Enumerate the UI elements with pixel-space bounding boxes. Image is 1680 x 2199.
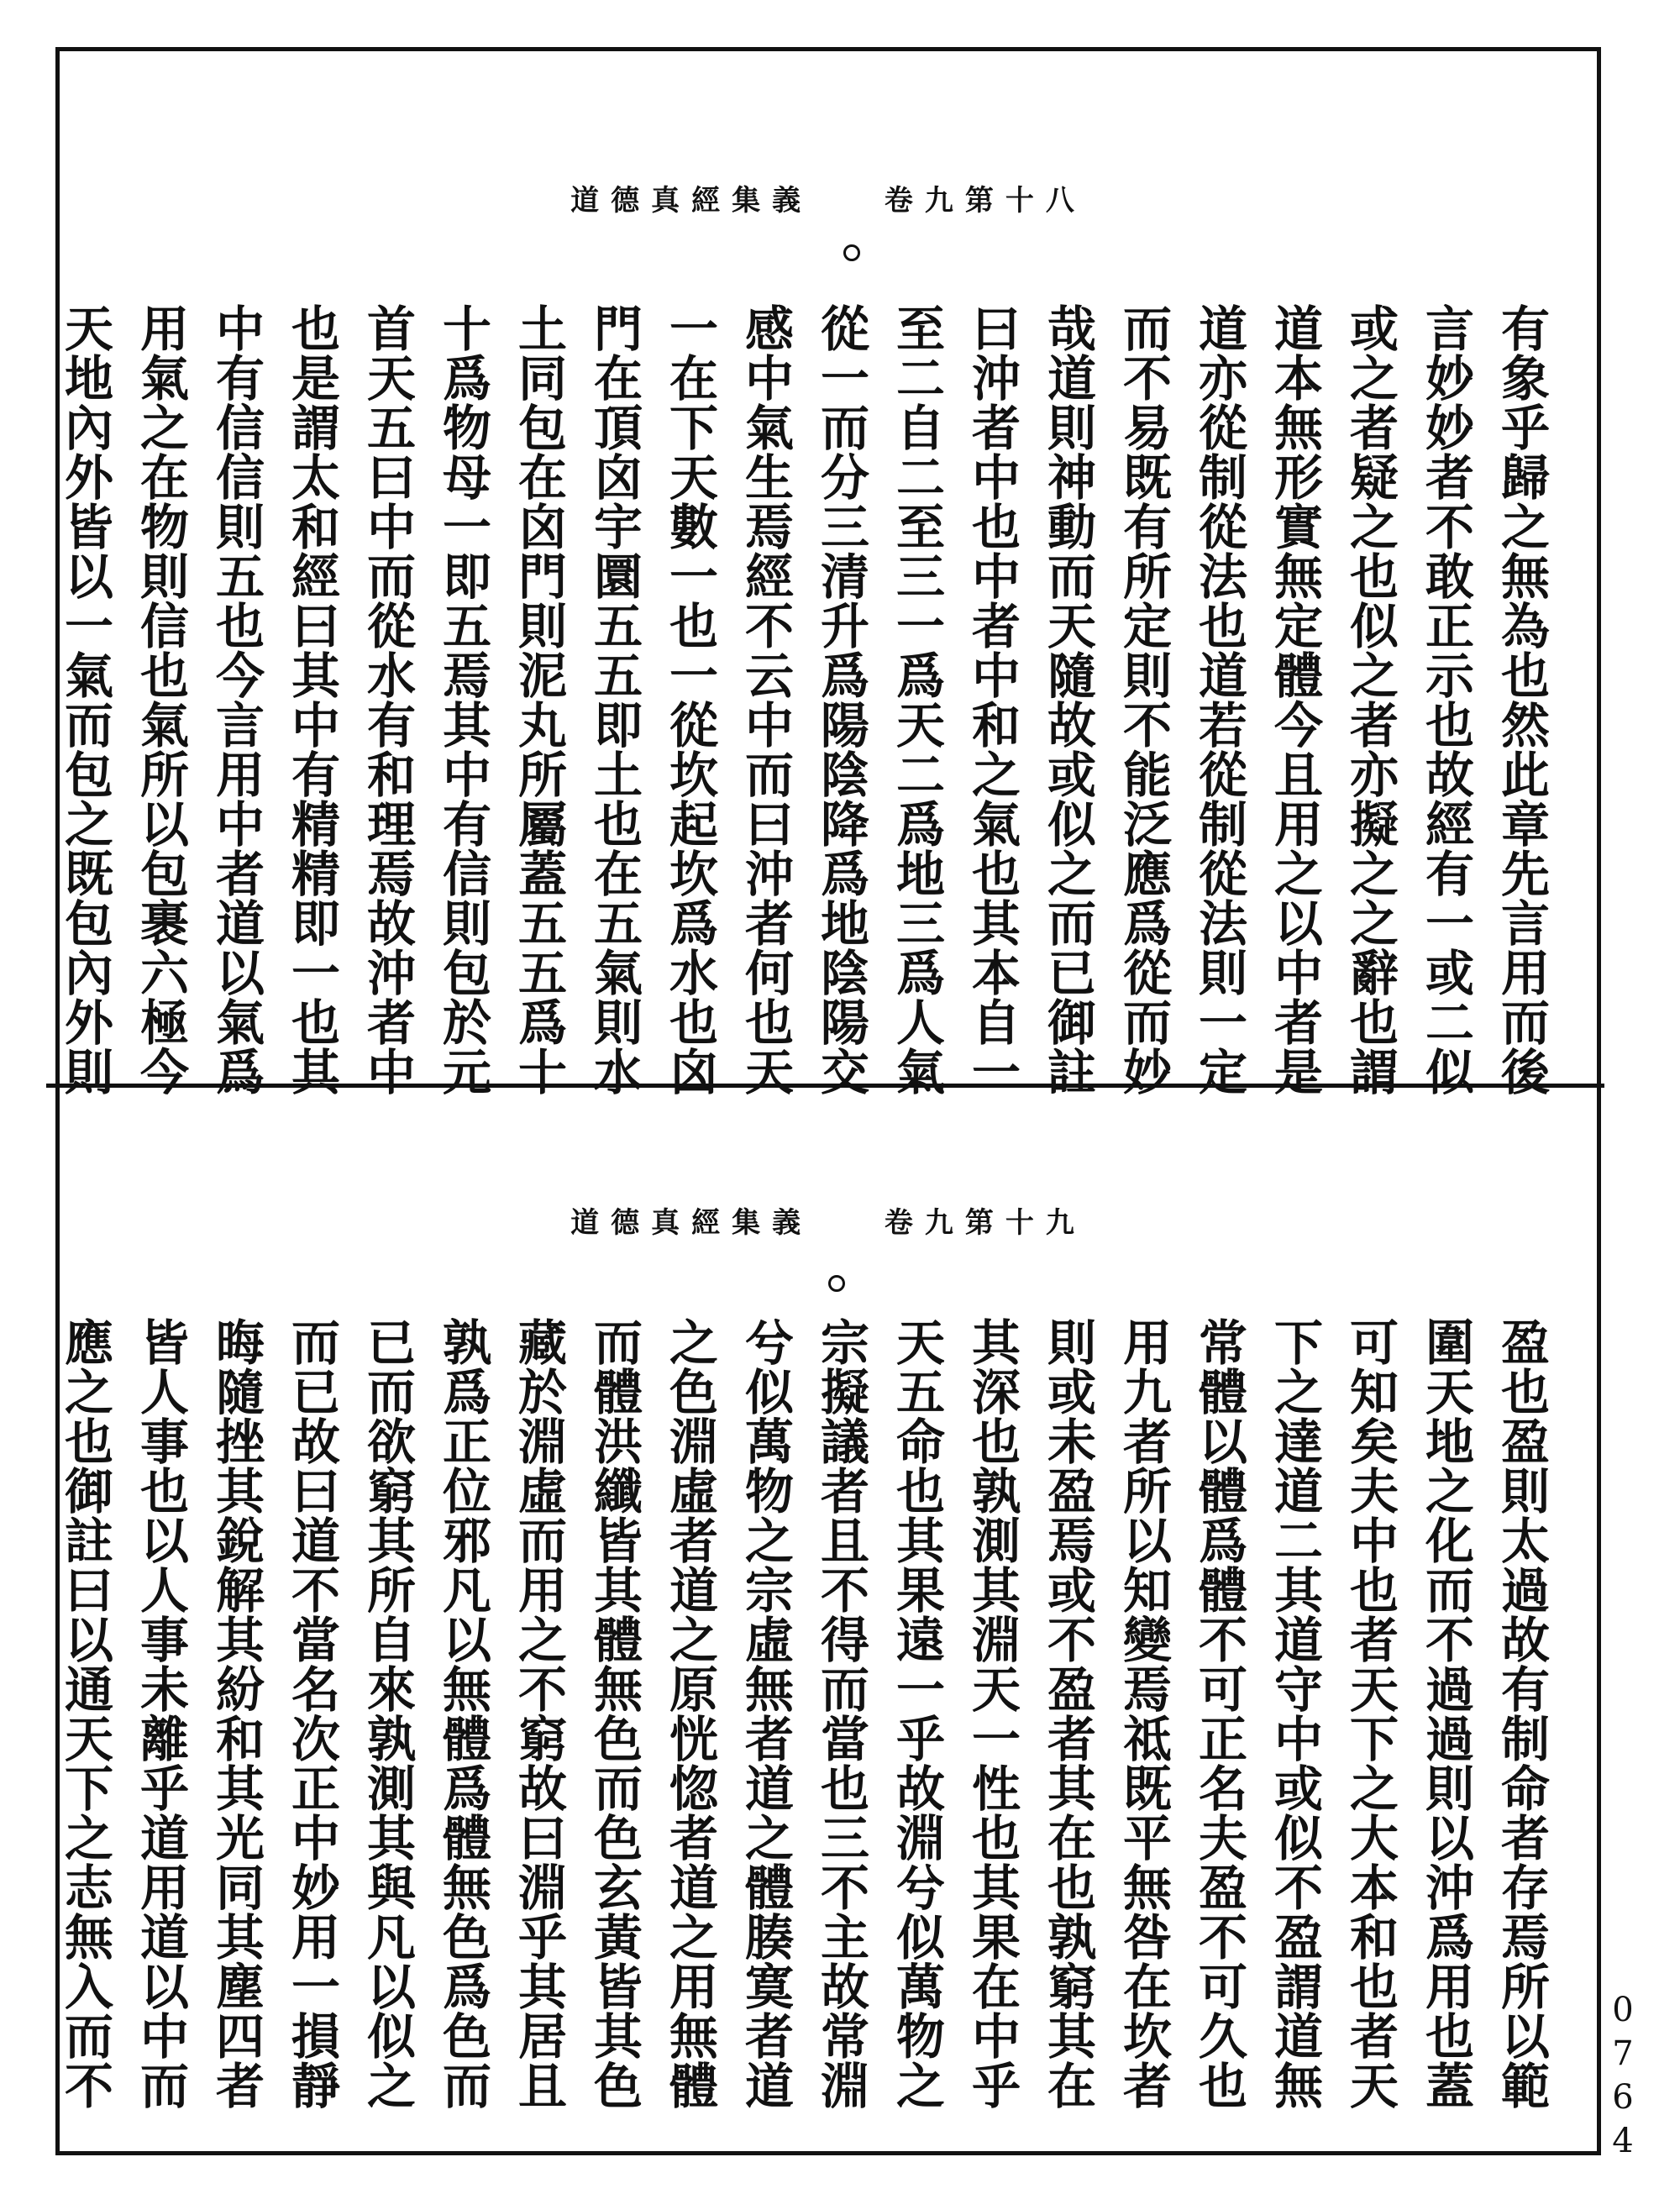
text-column: 曰沖者中也中者中和之氣也其本自一 — [963, 303, 1021, 1096]
text-column: 也是謂太和經曰其中有精精即一也其 — [283, 303, 340, 1096]
bottom-panel — [56, 1090, 1597, 2150]
text-column: 感中氣生焉經不云中而曰沖者何也天 — [737, 303, 794, 1096]
text-column: 門在頂囟宇圜五五即土也在五氣則水 — [585, 303, 643, 1096]
text-column: 哉道則神動而天隨故或似之而已御註 — [1039, 303, 1096, 1096]
text-column: 晦隨挫其銳解其紛和其光同其塵四者 — [207, 1317, 265, 2110]
bottom-header-title: 道德真經集義 — [570, 1206, 813, 1240]
text-column: 首天五曰中而從水有和理焉故沖者中 — [359, 303, 416, 1096]
bottom-header-volume: 卷九第十九 — [884, 1206, 1086, 1240]
bottom-text-block — [56, 1317, 1559, 2123]
top-header-volume: 卷九第十八 — [884, 184, 1086, 218]
text-column: 宗擬議者且不得而當也三不主故常淵 — [812, 1317, 869, 2110]
top-text-block — [56, 303, 1559, 1096]
text-column: 用氣之在物則信也氣所以包裹六極今 — [132, 303, 189, 1096]
text-column: 盈也盈則太過故有制命者存焉所以範 — [1493, 1317, 1550, 2110]
text-column: 天地內外皆以一氣而包之既包內外則 — [56, 303, 113, 1096]
text-column: 而體洪纖皆其體無色而色玄黃皆其色 — [585, 1317, 643, 2110]
text-column: 常體以體爲體不可正名夫盈不可久也 — [1190, 1317, 1247, 2110]
text-column: 一在下天數一也一從坎起坎爲水也囟 — [661, 303, 718, 1096]
text-column: 或之者疑之也似之者亦擬之之辭也謂 — [1341, 303, 1399, 1096]
text-column: 有象乎歸之無為也然此章先言用而後 — [1493, 303, 1550, 1096]
text-column: 而不易既有所定則不能泛應爲從而妙 — [1115, 303, 1172, 1096]
text-column: 土同包在囟門則泥丸所屬蓋五五爲十 — [510, 303, 567, 1096]
text-column: 應之也御註曰以通天下之志無入而不 — [56, 1317, 113, 2110]
text-column: 其深也孰測其淵天一性也其果在中乎 — [963, 1317, 1021, 2110]
bottom-running-header — [60, 1199, 1597, 1241]
text-column: 天五命也其果遠一乎故淵兮似萬物之 — [888, 1317, 945, 2110]
page-number: 0764 — [1604, 1991, 1642, 2165]
text-column: 之色淵虛者道之原恍惚者道之用無體 — [661, 1317, 718, 2110]
fishtail-marker-icon — [843, 244, 860, 261]
fishtail-marker-icon — [828, 1275, 845, 1292]
text-column: 皆人事也以人事未離乎道用道以中而 — [132, 1317, 189, 2110]
text-column: 道本無形實無定體今且用之以中者是 — [1266, 303, 1323, 1096]
top-header-title: 道德真經集義 — [570, 184, 813, 218]
text-column: 兮似萬物之宗虛無者道之體腠寞者道 — [737, 1317, 794, 2110]
text-column: 言妙妙者不敢正示也故經有一或二似 — [1417, 303, 1474, 1096]
top-panel — [56, 51, 1597, 1096]
text-column: 圍天地之化而不過過則以沖爲用也蓋 — [1417, 1317, 1474, 2110]
text-column: 中有信信則五也今言用中者道以氣爲 — [207, 303, 265, 1096]
text-column: 至二自二至三一爲天二爲地三爲人氣 — [888, 303, 945, 1096]
top-running-header — [60, 177, 1597, 218]
text-column: 下之達道二其道守中或似不盈謂道無 — [1266, 1317, 1323, 2110]
text-column: 道亦從制從法也道若從制從法則一定 — [1190, 303, 1247, 1096]
text-column: 十爲物母一即五焉其中有信則包於元 — [434, 303, 491, 1096]
text-column: 從一而分三清升爲陽陰降爲地陰陽交 — [812, 303, 869, 1096]
text-column: 已而欲窮其所自來孰測其與凡以似之 — [359, 1317, 416, 2110]
text-column: 藏於淵虛而用之不窮故曰淵乎其居且 — [510, 1317, 567, 2110]
text-column: 用九者所以知變焉祗既平無咎在坎者 — [1115, 1317, 1172, 2110]
text-column: 可知矣夫中也者天下之大本和也者天 — [1341, 1317, 1399, 2110]
text-column: 則或未盈焉或不盈者其在也孰窮其在 — [1039, 1317, 1096, 2110]
text-column: 孰爲正位邪凡以無體爲體無色爲色而 — [434, 1317, 491, 2110]
text-column: 而已故曰道不當名次正中妙用一損靜 — [283, 1317, 340, 2110]
